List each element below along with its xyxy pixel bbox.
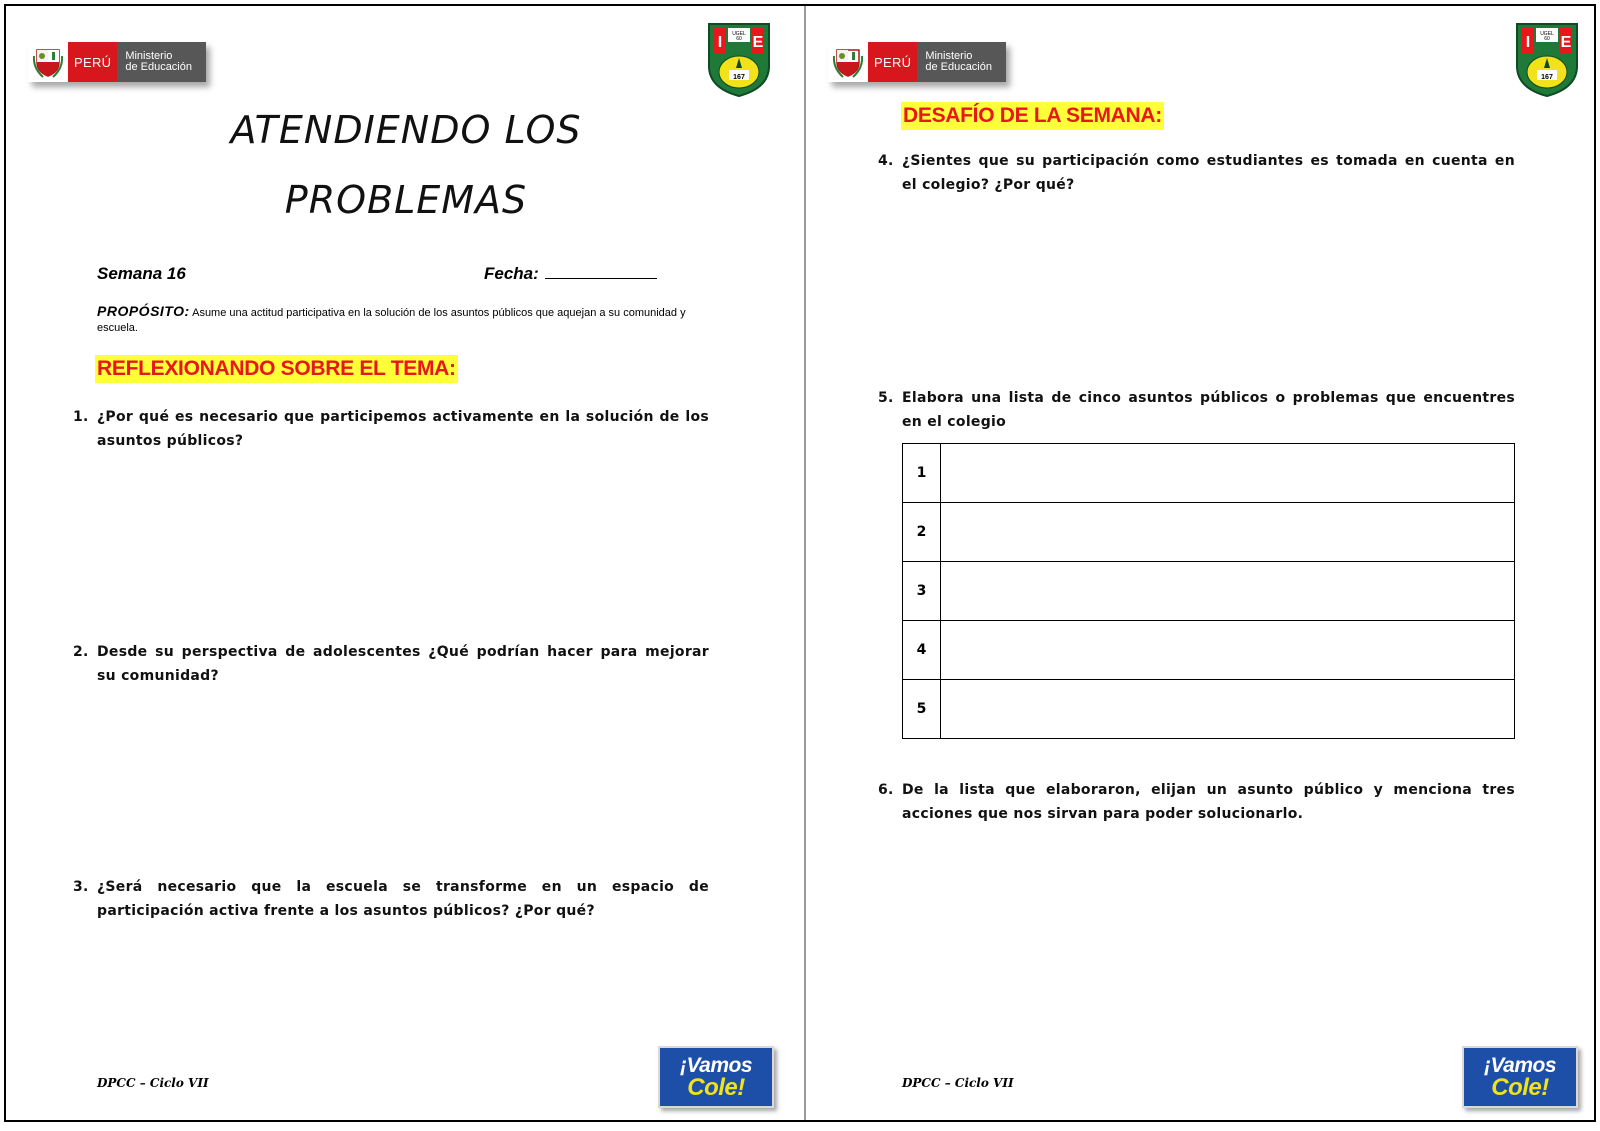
footer-course: DPCC – Ciclo VII [902, 1076, 1014, 1090]
question-3 [73, 875, 709, 923]
date-blank-line [545, 265, 657, 279]
peru-label: PERÚ [68, 42, 117, 82]
svg-text:I: I [717, 34, 723, 51]
worksheet-frame [4, 4, 1596, 1122]
row-number: 4 [903, 621, 941, 680]
question-text: De la lista que elaboraron, elijan un asunto público y menciona tres acciones que nos sirvan para poder solucionarlo. [902, 782, 1515, 822]
question-text: Elabora una lista de cinco asuntos públicos o problemas que encuentres en el colegio [902, 390, 1515, 430]
question-number: 4. [878, 153, 894, 169]
section-heading-desafio: DESAFÍO DE LA SEMANA: [901, 102, 1164, 130]
question-4 [878, 149, 1515, 197]
svg-text:167: 167 [1541, 74, 1553, 81]
answer-cell[interactable] [941, 680, 1515, 739]
question-number: 2. [73, 644, 89, 660]
school-crest-icon [706, 22, 772, 98]
question-text: ¿Sientes que su participación como estudiantes es tomada en cuenta en el colegio? ¿Por qué? [902, 153, 1515, 193]
purpose-text: Asume una actitud participativa en la solución de los asuntos públicos que aquejan a su comunidad y escuela. [97, 307, 686, 334]
vamos-line2: Cole! [1491, 1074, 1549, 1101]
vamos-al-cole-logo [658, 1046, 774, 1108]
date-field [484, 264, 657, 284]
ministerio-line2: de Educación [925, 61, 992, 73]
section-heading-reflexionando: REFLEXIONANDO SOBRE EL TEMA: [95, 355, 458, 383]
svg-text:UGEL: UGEL [1540, 31, 1554, 37]
title-line2: PROBLEMAS [284, 178, 528, 222]
vamos-line2: Cole! [687, 1074, 745, 1101]
ministerio-label [117, 42, 206, 82]
page-left [6, 6, 804, 1120]
question-number: 1. [73, 409, 89, 425]
svg-text:UGEL: UGEL [732, 31, 746, 37]
minedu-logo [828, 42, 1006, 82]
vamos-al-cole-logo [1462, 1046, 1578, 1108]
question-number: 5. [878, 390, 894, 406]
svg-text:60: 60 [736, 36, 742, 42]
minedu-logo [28, 42, 206, 82]
answer-cell[interactable] [941, 562, 1515, 621]
purpose-label: PROPÓSITO: [97, 303, 190, 319]
row-number: 2 [903, 503, 941, 562]
week-label: Semana 16 [97, 264, 186, 283]
question-6 [878, 778, 1515, 826]
table-row [903, 503, 1515, 562]
table-row [903, 680, 1515, 739]
question-number: 3. [73, 879, 89, 895]
public-issues-table [902, 443, 1515, 739]
row-number: 1 [903, 444, 941, 503]
question-text: Desde su perspectiva de adolescentes ¿Qué podrían hacer para mejorar su comunidad? [97, 644, 709, 684]
ministerio-line1: Ministerio [925, 50, 973, 62]
row-number: 5 [903, 680, 941, 739]
peru-label: PERÚ [868, 42, 917, 82]
svg-text:E: E [752, 34, 764, 51]
question-5 [878, 386, 1515, 434]
page-right [806, 6, 1596, 1120]
title-line1: ATENDIENDO LOS [230, 108, 582, 152]
table-row [903, 562, 1515, 621]
purpose-statement [97, 304, 709, 336]
answer-cell[interactable] [941, 621, 1515, 680]
footer-course: DPCC – Ciclo VII [97, 1076, 209, 1090]
question-text: ¿Será necesario que la escuela se transforme en un espacio de participación activa frente a los asuntos públicos? ¿Por qué? [97, 879, 709, 919]
peru-coat-of-arms-icon [828, 42, 868, 82]
svg-text:60: 60 [1544, 36, 1550, 42]
svg-text:E: E [1560, 34, 1572, 51]
school-crest-icon [1514, 22, 1580, 98]
vamos-line1: ¡Vamos [679, 1054, 753, 1077]
svg-text:167: 167 [733, 74, 745, 81]
ministerio-line2: de Educación [125, 61, 192, 73]
ministerio-line1: Ministerio [125, 50, 173, 62]
question-text: ¿Por qué es necesario que participemos activamente en la solución de los asuntos públicos? [97, 409, 709, 449]
ministerio-label [917, 42, 1006, 82]
peru-coat-of-arms-icon [28, 42, 68, 82]
row-number: 3 [903, 562, 941, 621]
vamos-line1: ¡Vamos [1483, 1054, 1557, 1077]
table-row [903, 444, 1515, 503]
question-number: 6. [878, 782, 894, 798]
table-row [903, 621, 1515, 680]
question-2 [73, 640, 709, 688]
date-label: Fecha: [484, 264, 539, 283]
question-1 [73, 405, 709, 453]
answer-cell[interactable] [941, 444, 1515, 503]
answer-cell[interactable] [941, 503, 1515, 562]
svg-text:I: I [1525, 34, 1531, 51]
